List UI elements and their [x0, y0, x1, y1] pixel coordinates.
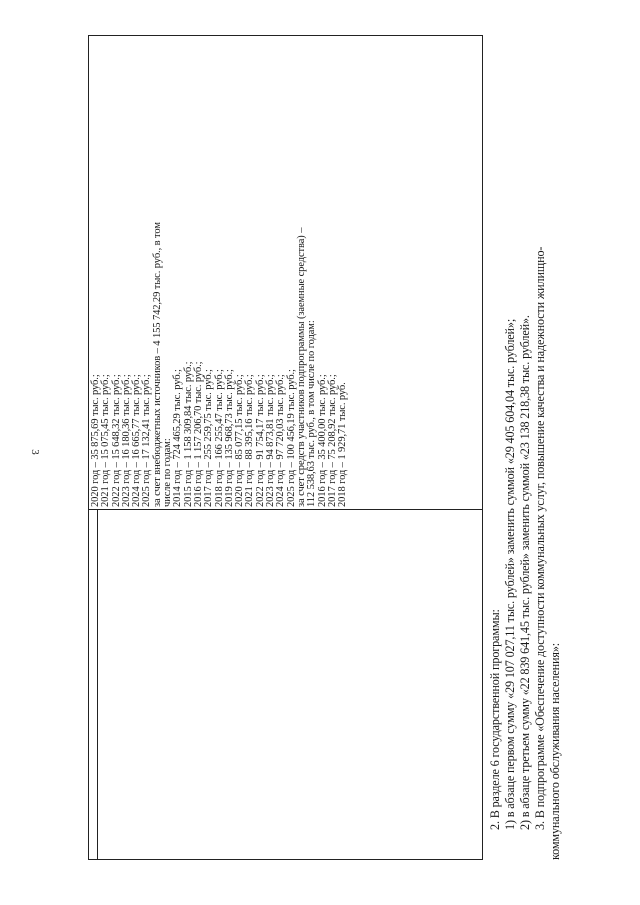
table-line: 2024 год – 16 665,77 тыс. руб.;: [131, 374, 143, 507]
table-left-column: [89, 509, 482, 859]
table-line: 2018 год – 166 255,47 тыс. руб.;: [213, 369, 225, 507]
table-line: 2017 год – 75 208,92 тыс. руб.;: [326, 374, 338, 507]
table-line: 2025 год – 100 456,19 тыс. руб.;: [285, 369, 297, 507]
page-number: 3: [28, 449, 41, 455]
table-line: 2022 год – 91 754,17 тыс. руб.;: [254, 374, 266, 507]
table-line: 2022 год – 15 648,32 тыс. руб.;: [110, 374, 122, 507]
paragraph-line: 2. В разделе 6 государственной программы:: [488, 609, 502, 830]
table-line: 2023 год – 16 180,36 тыс. руб.;: [120, 374, 132, 507]
table-line: 2018 год – 1 929,71 тыс. руб.: [337, 382, 349, 507]
table-line: 2021 год – 88 395,16 тыс. руб.;: [244, 374, 256, 507]
table-row-divider: [97, 509, 98, 859]
table-line: 2014 год – 724 465,29 тыс. руб.;: [172, 369, 184, 507]
table-line: 2021 год – 15 075,45 тыс. руб.;: [100, 374, 112, 507]
table-line: 112 538,63 тыс. руб., в том числе по годам:: [306, 320, 318, 507]
table-line: 2020 год – 35 875,69 тыс. руб.;: [90, 374, 101, 507]
table-line: 2024 год – 97 720,03 тыс. руб.;: [275, 374, 287, 507]
table-line: 2016 год – 35 400,00 тыс. руб.;: [316, 374, 328, 507]
amendment-text: [488, 35, 563, 860]
financing-table: [88, 35, 483, 860]
table-line: за счет средств участников подпрограммы (заемные средства) –: [295, 227, 307, 507]
rotated-content: [70, 35, 590, 860]
table-line: 2023 год – 94 873,81 тыс. руб.;: [265, 374, 277, 507]
paragraph-line: 3. В подпрограмме «Обеспечение доступности коммунальных услуг, повышение качества и надежности жилищно-: [533, 246, 547, 830]
table-line: 2017 год – 255 259,75 тыс. руб.;: [203, 369, 215, 507]
paragraph-line: коммунального обслуживания населения»:: [548, 643, 562, 860]
table-line: 2025 год – 17 132,41 тыс. руб.;: [141, 374, 153, 507]
paragraph-line: 2) в абзаце третьем сумму «22 839 641,45 тыс. рублей» заменить суммой «23 138 218,38 тыс. рублей».: [518, 315, 532, 830]
paragraph-line: 1) в абзаце первом сумму «29 107 027,11 тыс. рублей» заменить суммой «29 405 604,04 тыс. рублей»;: [503, 318, 517, 830]
table-right-column: [89, 37, 484, 507]
table-line: 2019 год – 135 968,73 тыс. руб.;: [223, 369, 235, 507]
table-line: 2020 год – 85 077,15 тыс. руб.;: [234, 374, 246, 507]
table-line: 2015 год – 1 158 309,84 тыс. руб.;: [182, 361, 194, 507]
table-line: за счет внебюджетных источников – 4 155 742,29 тыс. руб., в том: [151, 222, 163, 507]
table-line: числе по годам:: [162, 438, 174, 507]
table-line: 2016 год – 1 157 206,70 тыс. руб.;: [192, 361, 204, 507]
